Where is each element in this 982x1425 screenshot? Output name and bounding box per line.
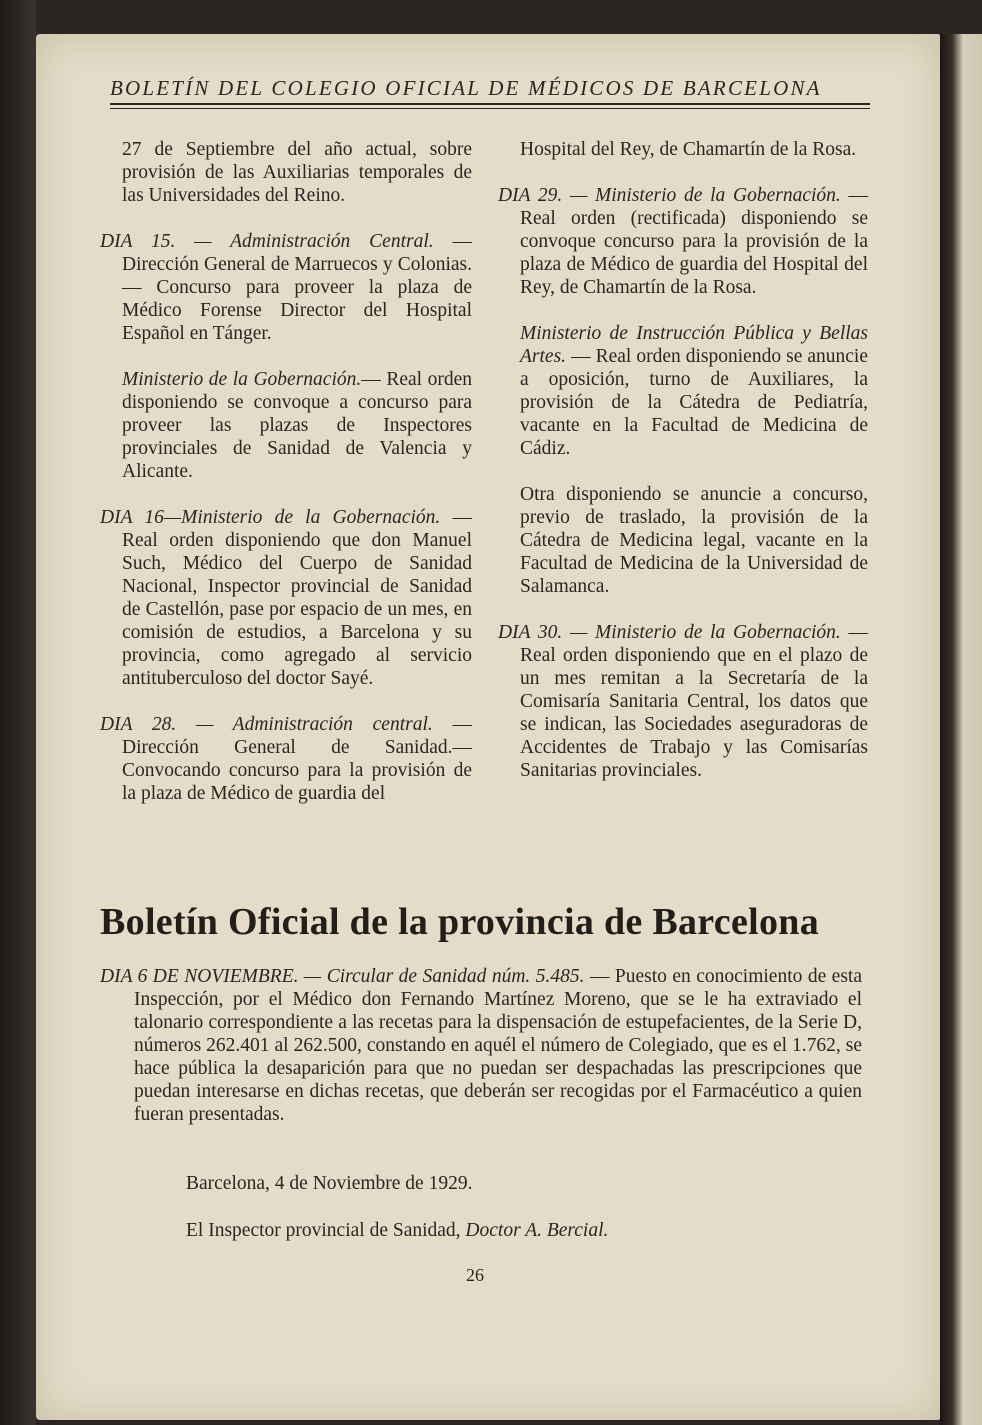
right-paragraph-3 xyxy=(498,322,868,460)
notice-lead: DIA 6 DE NOVIEMBRE. — Circular de Sanidad núm. 5.485. xyxy=(100,966,585,987)
section-title: Boletín Oficial de la provincia de Barcelona xyxy=(100,901,820,943)
right-column xyxy=(498,138,868,805)
left-paragraph-2 xyxy=(100,230,472,345)
right-paragraph-5 xyxy=(498,621,868,782)
place-date: Barcelona, 4 de Noviembre de 1929. xyxy=(186,1173,473,1194)
right-paragraph-1 xyxy=(498,138,868,161)
book-gutter-left xyxy=(0,0,36,1425)
signer-prefix: El Inspector provincial de Sanidad, xyxy=(186,1220,466,1241)
header-rule xyxy=(110,103,870,105)
right-paragraph-4 xyxy=(498,483,868,598)
page-number: 26 xyxy=(466,1265,484,1285)
book-edge-right xyxy=(940,34,982,1425)
right-p2-body: — Real orden (rectificada) disponiendo se convoque concurso para la provisión de la plaza de Médico de guardia del Hospital del Rey, de Chamartín de la Rosa. xyxy=(520,185,869,298)
left-p4-body: — Real orden disponiendo que don Manuel Such, Médico del Cuerpo de Sanidad Nacional, Inspector provincial de Sanidad de Castellón, pase por espacio de un mes, en comisión de estudios, a Barcelona y su provincia, como agregado al servicio antituberculoso del doctor Sayé. xyxy=(122,507,472,689)
left-p5-body: — Dirección General de Sanidad.— Convocando concurso para la provisión de la plaza de Médico de guardia del xyxy=(122,714,472,804)
left-paragraph-3 xyxy=(100,368,472,483)
notice-paragraph xyxy=(100,965,862,1126)
left-p2-lead: DIA 15. — Administración Central. xyxy=(100,231,434,252)
right-p5-body: — Real orden disponiendo que en el plazo de un mes remitan a la Secretaría de la Comisaría Sanitaria Central, los datos que se indican, las Sociedades aseguradoras de Accidentes de Trabajo y las Comisarías Sanitarias provinciales. xyxy=(520,622,869,781)
left-p5-lead: DIA 28. — Administración central. xyxy=(100,714,433,735)
left-column xyxy=(100,138,472,828)
right-p1-text: Hospital del Rey, de Chamartín de la Rosa. xyxy=(520,139,857,160)
left-paragraph-4 xyxy=(100,506,472,690)
right-p2-lead: DIA 29. — Ministerio de la Gobernación. xyxy=(498,185,841,206)
signer-name: Doctor A. Bercial. xyxy=(465,1220,609,1241)
left-paragraph-5 xyxy=(100,713,472,805)
right-p3-body: — Real orden disponiendo se anuncie a oposición, turno de Auxiliares, la provisión de la Cátedra de Pediatría, vacante en la Facultad de Medicina de Cádiz. xyxy=(520,346,868,459)
circular-notice xyxy=(100,965,862,1126)
notice-body: — Puesto en conocimiento de esta Inspección, por el Médico don Fernando Martínez Moreno, que se le ha extraviado el talonario correspondiente a las recetas para la dispensación de estupefacientes, de la Serie D, números 262.401 al 262.500, constando en aquél el número de Colegiado, que es el 1.762, se hace pública la desaparición para que no puedan ser despachadas las prescripciones que puedan interesarse en dichas recetas, que deberán ser recogidas por el Farmacéutico a quien fueran presentadas. xyxy=(134,966,862,1125)
left-p4-lead: DIA 16—Ministerio de la Gobernación. xyxy=(100,507,441,528)
left-p2-body: — Dirección General de Marruecos y Colonias. — Concurso para proveer la plaza de Médico Forense Director del Hospital Español en Tánger. xyxy=(122,231,472,344)
right-paragraph-2 xyxy=(498,184,868,299)
left-p1-text: 27 de Septiembre del año actual, sobre provisión de las Auxiliarias temporales de las Universidades del Reino. xyxy=(122,139,472,206)
right-p5-lead: DIA 30. — Ministerio de la Gobernación. xyxy=(498,622,841,643)
left-paragraph-1 xyxy=(100,138,472,207)
header-rule-thin xyxy=(110,108,870,109)
right-p3-lead: Ministerio de Instrucción Pública y Bellas Artes. xyxy=(520,323,868,367)
running-header: BOLETÍN DEL COLEGIO OFICIAL DE MÉDICOS DE BARCELONA xyxy=(110,76,822,100)
left-p3-lead: Ministerio de la Gobernación. xyxy=(122,369,362,390)
left-p3-body: — Real orden disponiendo se convoque a concurso para proveer las plazas de Inspectores provinciales de Sanidad de Valencia y Alicante. xyxy=(122,369,473,482)
signature-line xyxy=(186,1220,608,1242)
right-p4-text: Otra disponiendo se anuncie a concurso, previo de traslado, la provisión de la Cátedra de Medicina legal, vacante en la Facultad de Medicina de la Universidad de Salamanca. xyxy=(520,484,868,597)
